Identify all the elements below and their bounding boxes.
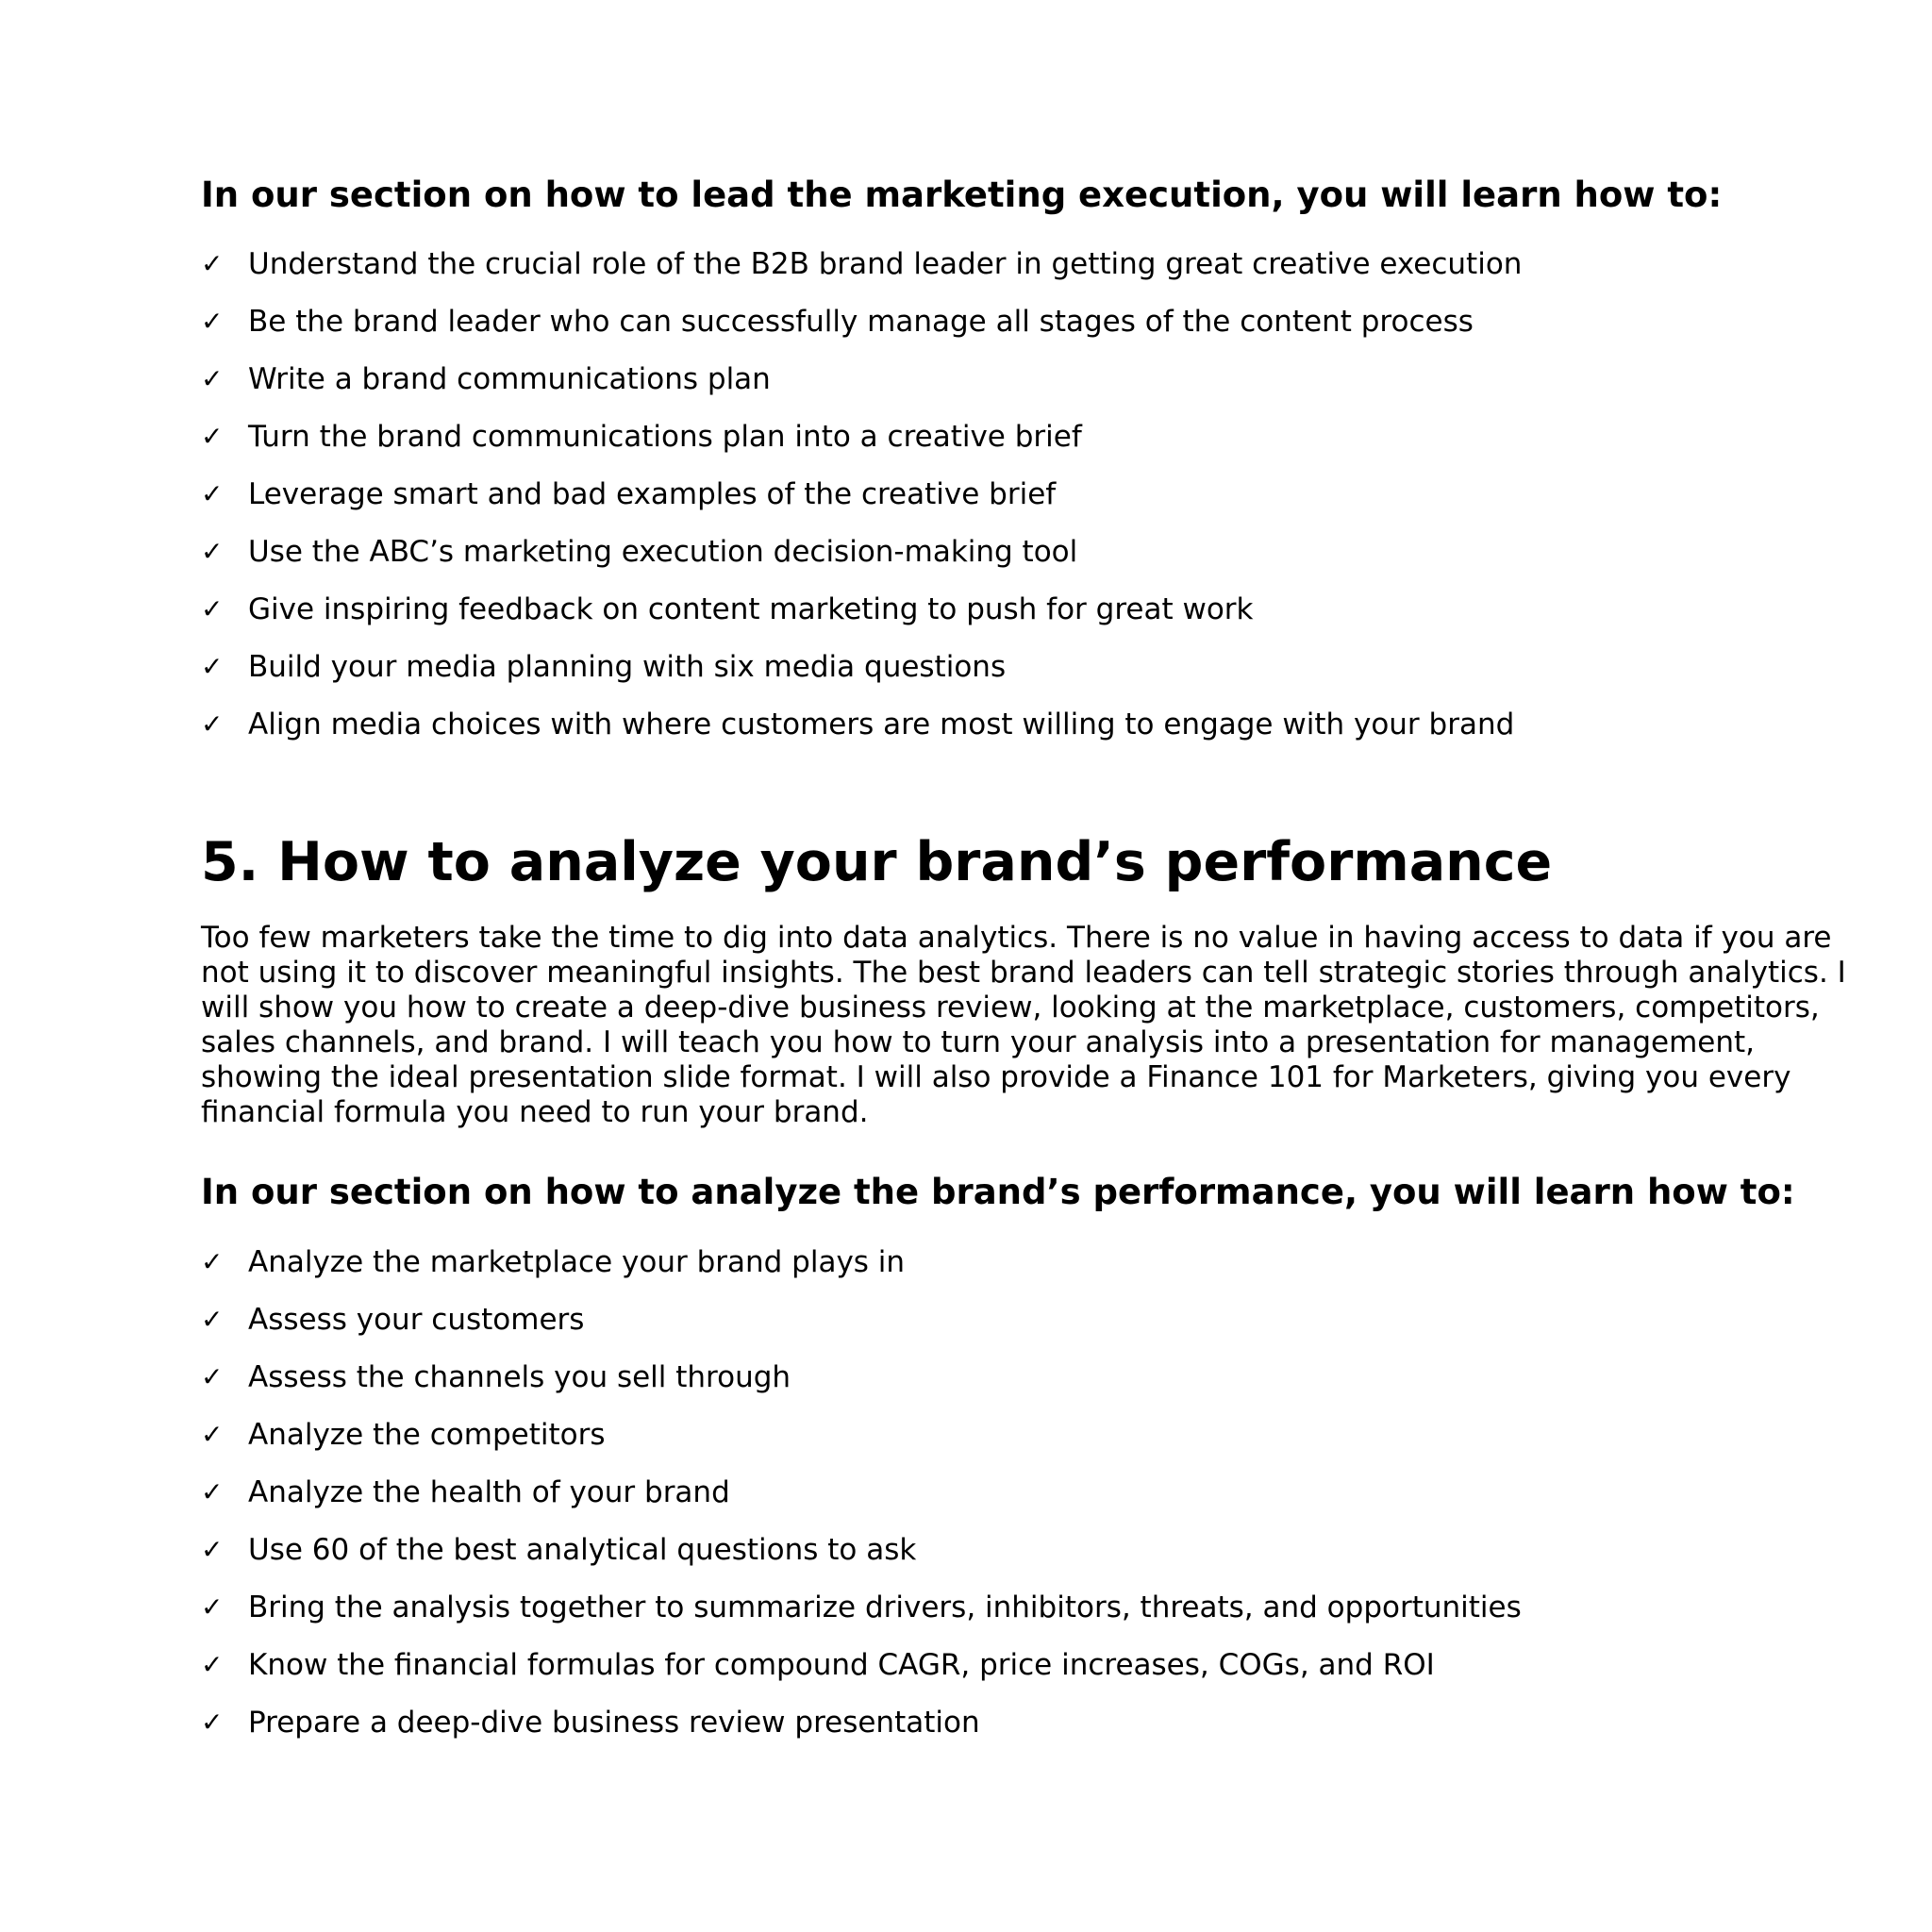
checklist-item-text: Analyze the health of your brand <box>248 1474 730 1509</box>
checkmark-icon: ✓ <box>201 1303 224 1335</box>
checklist-item <box>201 292 1522 350</box>
paragraph-line: financial formula you need to run your brand. <box>201 1095 869 1129</box>
checklist-item-text: Turn the brand communications plan into a creative brief <box>248 419 1082 454</box>
checklist-item <box>201 1348 1522 1406</box>
checkmark-icon: ✓ <box>201 362 224 394</box>
checklist-item-text: Use the ABC’s marketing execution decision-making tool <box>248 534 1078 569</box>
checkmark-icon: ✓ <box>201 1648 224 1680</box>
checklist-item <box>201 1406 1522 1463</box>
analysis-learn-heading: In our section on how to analyze the brand’s performance, you will learn how to: <box>201 1172 1795 1212</box>
checklist-item <box>201 638 1522 695</box>
checkmark-icon: ✓ <box>201 650 224 682</box>
checklist-item <box>201 1636 1522 1693</box>
checklist-item <box>201 465 1522 523</box>
checklist-item-text: Prepare a deep-dive business review presentation <box>248 1705 980 1740</box>
checkmark-icon: ✓ <box>201 1245 224 1277</box>
checklist-item <box>201 1463 1522 1521</box>
checkmark-icon: ✓ <box>201 708 224 740</box>
checklist-item-text: Build your media planning with six media questions <box>248 649 1007 684</box>
checklist-item <box>201 580 1522 638</box>
checkmark-icon: ✓ <box>201 1706 224 1738</box>
checkmark-icon: ✓ <box>201 420 224 452</box>
paragraph-line: showing the ideal presentation slide format. I will also provide a Finance 101 for Marketers, giving you every <box>201 1060 1791 1094</box>
checklist-item-text: Give inspiring feedback on content marketing to push for great work <box>248 591 1254 626</box>
checkmark-icon: ✓ <box>201 1591 224 1623</box>
checklist-item <box>201 235 1522 292</box>
checkmark-icon: ✓ <box>201 477 224 509</box>
checklist-item-text: Bring the analysis together to summarize drivers, inhibitors, threats, and opportunities <box>248 1590 1522 1624</box>
paragraph-line: sales channels, and brand. I will teach you how to turn your analysis into a presentation for management, <box>201 1025 1755 1059</box>
checklist-item <box>201 1521 1522 1578</box>
section-5-paragraph <box>201 921 1846 1130</box>
checklist-item <box>201 1233 1522 1291</box>
checklist-item <box>201 1291 1522 1348</box>
checklist-item <box>201 1578 1522 1636</box>
checklist-item-text: Write a brand communications plan <box>248 361 771 396</box>
paragraph-line: Too few marketers take the time to dig into data analytics. There is no value in having access to data if you are <box>201 921 1832 955</box>
checklist-item-text: Analyze the competitors <box>248 1417 606 1452</box>
checklist-item-text: Leverage smart and bad examples of the creative brief <box>248 476 1057 511</box>
checkmark-icon: ✓ <box>201 305 224 337</box>
checklist-item <box>201 523 1522 580</box>
checklist-item-text: Analyze the marketplace your brand plays in <box>248 1244 906 1279</box>
checklist-item-text: Align media choices with where customers are most willing to engage with your brand <box>248 707 1515 741</box>
checklist-item <box>201 408 1522 465</box>
checkmark-icon: ✓ <box>201 592 224 625</box>
paragraph-line: will show you how to create a deep-dive business review, looking at the marketplace, customers, competitors, <box>201 991 1820 1024</box>
checkmark-icon: ✓ <box>201 1475 224 1507</box>
checkmark-icon: ✓ <box>201 1360 224 1392</box>
section-5-title: 5. How to analyze your brand’s performance <box>201 831 1553 893</box>
checkmark-icon: ✓ <box>201 535 224 567</box>
checkmark-icon: ✓ <box>201 1418 224 1450</box>
analysis-checklist <box>201 1233 1522 1751</box>
checklist-item-text: Use 60 of the best analytical questions to ask <box>248 1532 917 1567</box>
checklist-item <box>201 695 1522 753</box>
checklist-item-text: Assess your customers <box>248 1302 585 1337</box>
checklist-item-text: Assess the channels you sell through <box>248 1359 791 1394</box>
checklist-item-text: Be the brand leader who can successfully manage all stages of the content process <box>248 304 1474 339</box>
checklist-item <box>201 350 1522 408</box>
execution-checklist <box>201 235 1522 753</box>
checklist-item-text: Know the financial formulas for compound CAGR, price increases, COGs, and ROI <box>248 1647 1435 1682</box>
paragraph-line: not using it to discover meaningful insights. The best brand leaders can tell strategic stories through analytics. I <box>201 956 1846 990</box>
checkmark-icon: ✓ <box>201 247 224 279</box>
checkmark-icon: ✓ <box>201 1533 224 1565</box>
checklist-item-text: Understand the crucial role of the B2B brand leader in getting great creative execution <box>248 246 1523 281</box>
checklist-item <box>201 1693 1522 1751</box>
execution-learn-heading: In our section on how to lead the marketing execution, you will learn how to: <box>201 175 1723 215</box>
